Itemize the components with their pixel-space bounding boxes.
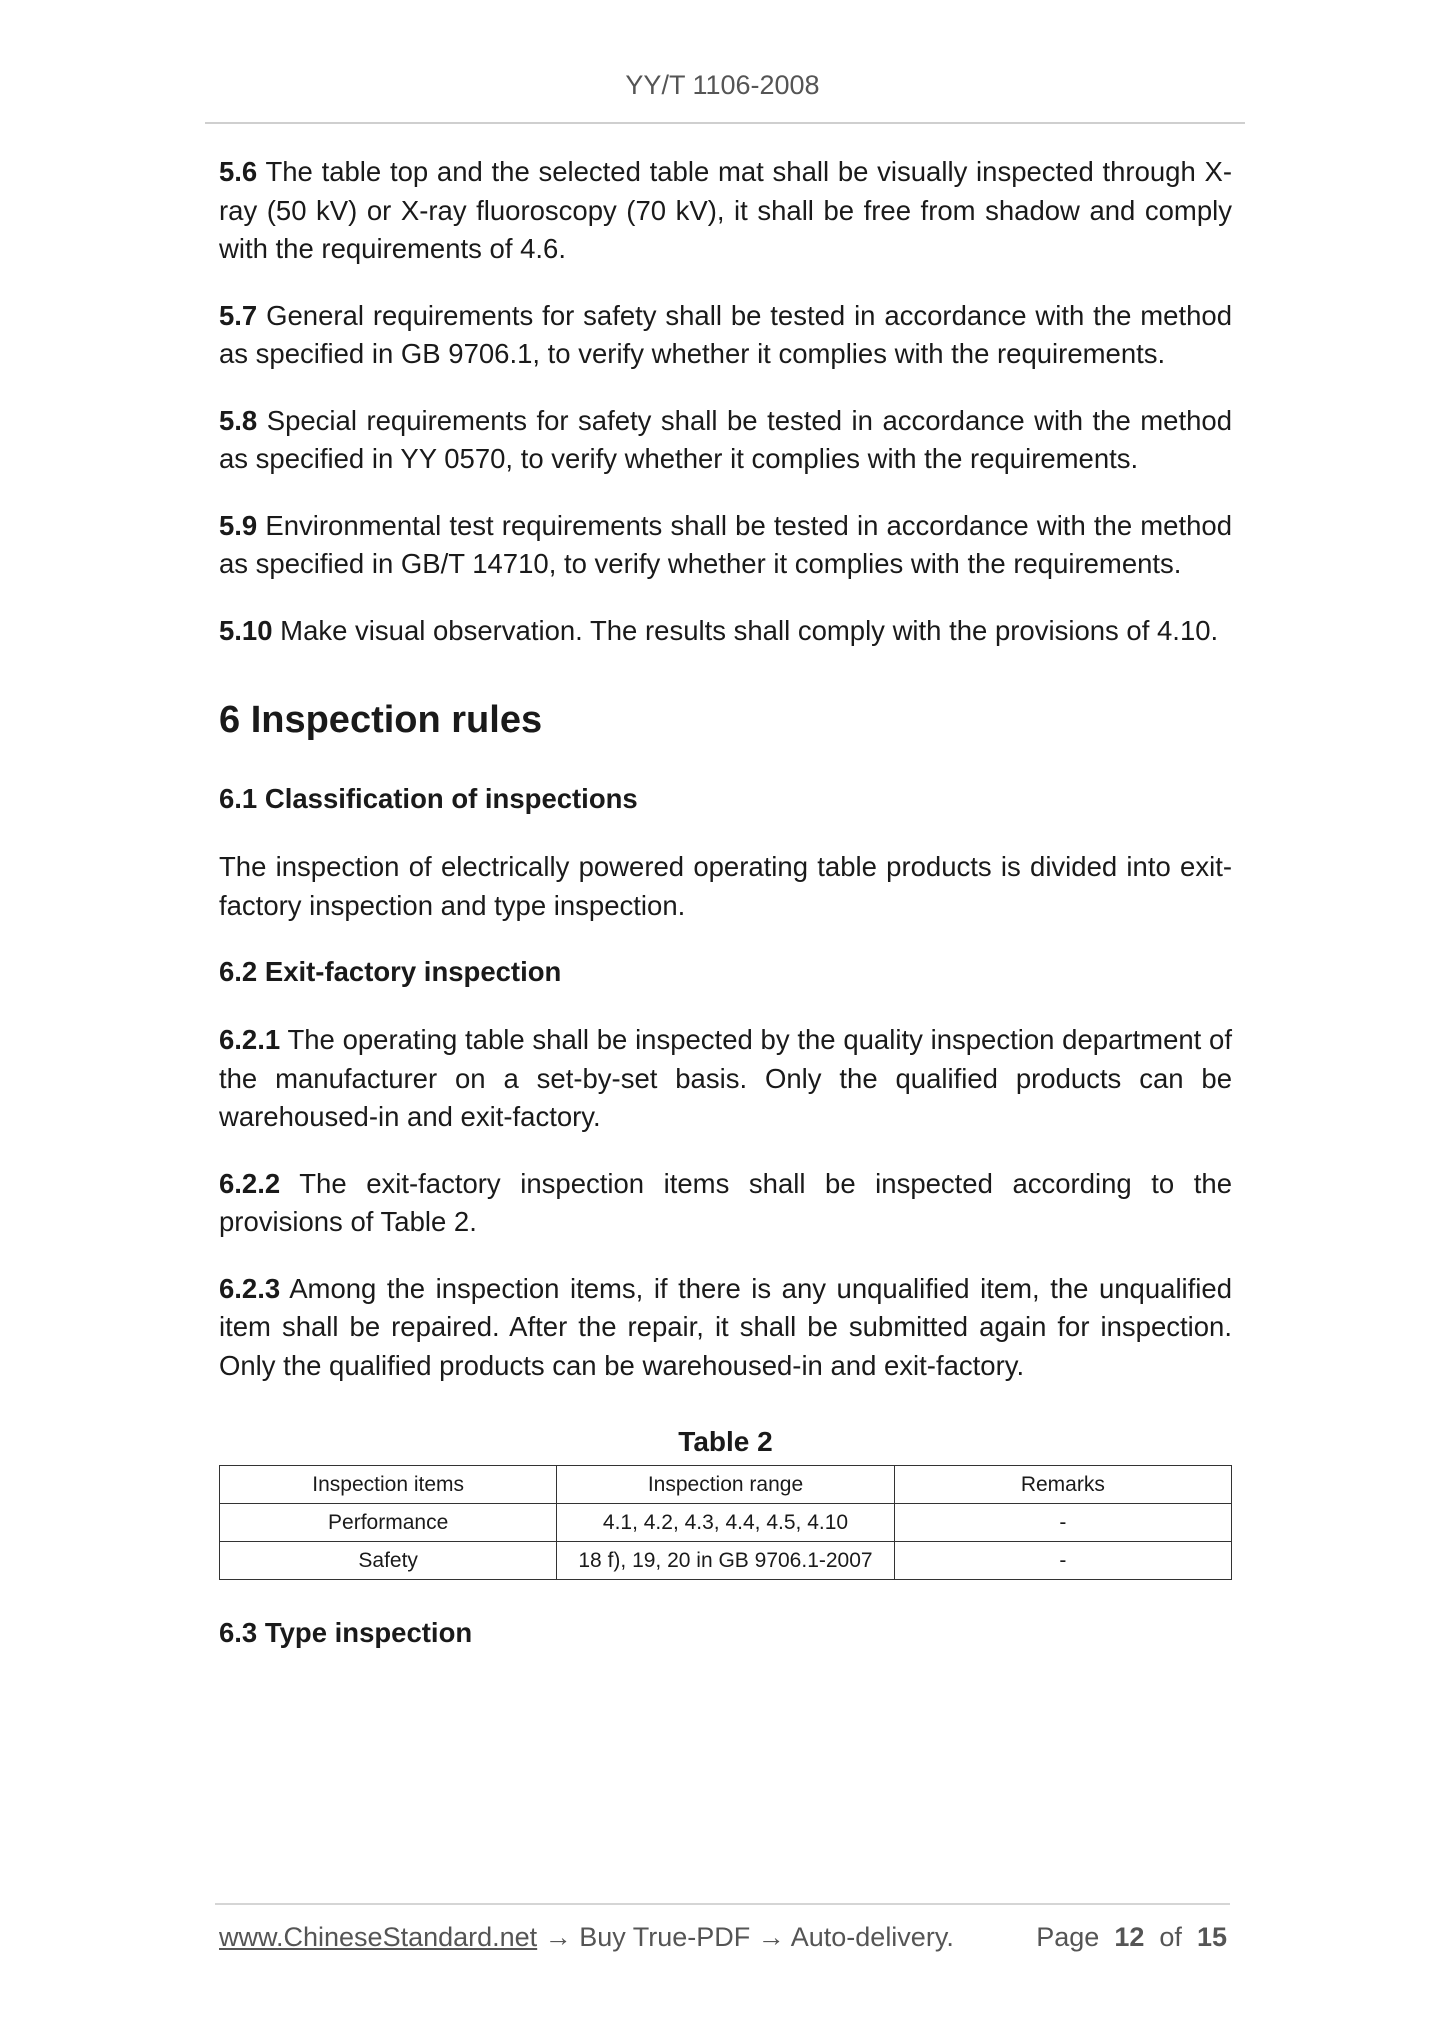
clause-5-7: [219, 297, 1232, 374]
clause-number: 5.10: [219, 614, 273, 646]
table-header-cell: Inspection range: [557, 1466, 894, 1504]
clause-text: Among the inspection items, if there is any unqualified item, the unqualified item shall be repaired. After the repair, it shall be submitted again for inspection. Only the qualified products can be warehoused-in and exit-factory.: [219, 1272, 1232, 1381]
clause-6-2-2: [219, 1165, 1232, 1242]
footer-left: [219, 1922, 954, 1953]
clause-number: 5.6: [219, 156, 258, 187]
page-total: 15: [1196, 1922, 1227, 1952]
section-6-1-heading: 6.1 Classification of inspections: [219, 783, 638, 814]
table-header-cell: Remarks: [894, 1466, 1231, 1504]
clause-number: 6.2.2: [219, 1167, 281, 1199]
table-cell: 18 f), 19, 20 in GB 9706.1-2007: [557, 1542, 894, 1580]
website-link[interactable]: www.ChineseStandard.net: [219, 1922, 538, 1952]
clause-5-10: [219, 612, 1232, 651]
page-footer: [219, 1922, 1227, 1953]
table-2: [219, 1465, 1232, 1580]
footer-tagline: → Buy True-PDF → Auto-delivery.: [537, 1922, 954, 1952]
clause-number: 5.8: [219, 404, 258, 436]
table-row: [220, 1542, 1232, 1580]
table-cell: Safety: [220, 1542, 557, 1580]
clause-text: Make visual observation. The results shall comply with the provisions of 4.10.: [280, 614, 1219, 646]
clause-text: The exit-factory inspection items shall be inspected according to the provisions of Table 2.: [219, 1167, 1232, 1237]
clause-number: 6.2.3: [219, 1272, 281, 1304]
footer-divider: [215, 1903, 1230, 1905]
clause-6-2-1: [219, 1021, 1232, 1137]
clause-text: Environmental test requirements shall be tested in accordance with the method as specified in GB/T 14710, to verify whether it complies with the requirements.: [219, 509, 1232, 579]
clause-text: The table top and the selected table mat shall be visually inspected through X-ray (50 kV) or X-ray fluoroscopy (70 kV), it shall be free from shadow and comply with the requirements of 4.6.: [219, 156, 1232, 264]
clause-number: 5.7: [219, 299, 258, 331]
document-code-header: YY/T 1106-2008: [625, 70, 820, 100]
page-content: [219, 153, 1232, 1682]
table-row: [220, 1504, 1232, 1542]
section-6-3-heading: 6.3 Type inspection: [219, 1617, 473, 1648]
table-cell: -: [894, 1504, 1231, 1542]
page-number: 12: [1114, 1922, 1145, 1952]
table-cell: -: [894, 1542, 1231, 1580]
section-6-1-text: The inspection of electrically powered operating table products is divided into exit-factory inspection and type inspection.: [219, 851, 1232, 921]
clause-text: General requirements for safety shall be tested in accordance with the method as specified in GB 9706.1, to verify whether it complies with the requirements.: [219, 299, 1232, 369]
table-header-row: [220, 1466, 1232, 1504]
clause-number: 5.9: [219, 509, 258, 541]
of-word: of: [1159, 1922, 1182, 1952]
clause-5-6: [219, 153, 1232, 269]
header-divider: [205, 122, 1245, 124]
table-header-cell: Inspection items: [220, 1466, 557, 1504]
clause-text: The operating table shall be inspected by the quality inspection department of the manufacturer on a set-by-set basis. Only the qualified products can be warehoused-in and exit-factory.: [219, 1024, 1232, 1132]
table-2-caption: Table 2: [678, 1426, 773, 1457]
clause-5-8: [219, 402, 1232, 479]
clause-text: Special requirements for safety shall be tested in accordance with the method as specified in YY 0570, to verify whether it complies with the requirements.: [219, 404, 1232, 474]
clause-5-9: [219, 507, 1232, 584]
page-word: Page: [1036, 1922, 1100, 1952]
table-cell: Performance: [220, 1504, 557, 1542]
clause-number: 6.2.1: [219, 1024, 281, 1055]
section-6-2-heading: 6.2 Exit-factory inspection: [219, 956, 562, 987]
page-indicator: [1036, 1922, 1227, 1953]
clause-6-2-3: [219, 1270, 1232, 1386]
table-cell: 4.1, 4.2, 4.3, 4.4, 4.5, 4.10: [557, 1504, 894, 1542]
section-6-heading: 6 Inspection rules: [219, 699, 543, 741]
